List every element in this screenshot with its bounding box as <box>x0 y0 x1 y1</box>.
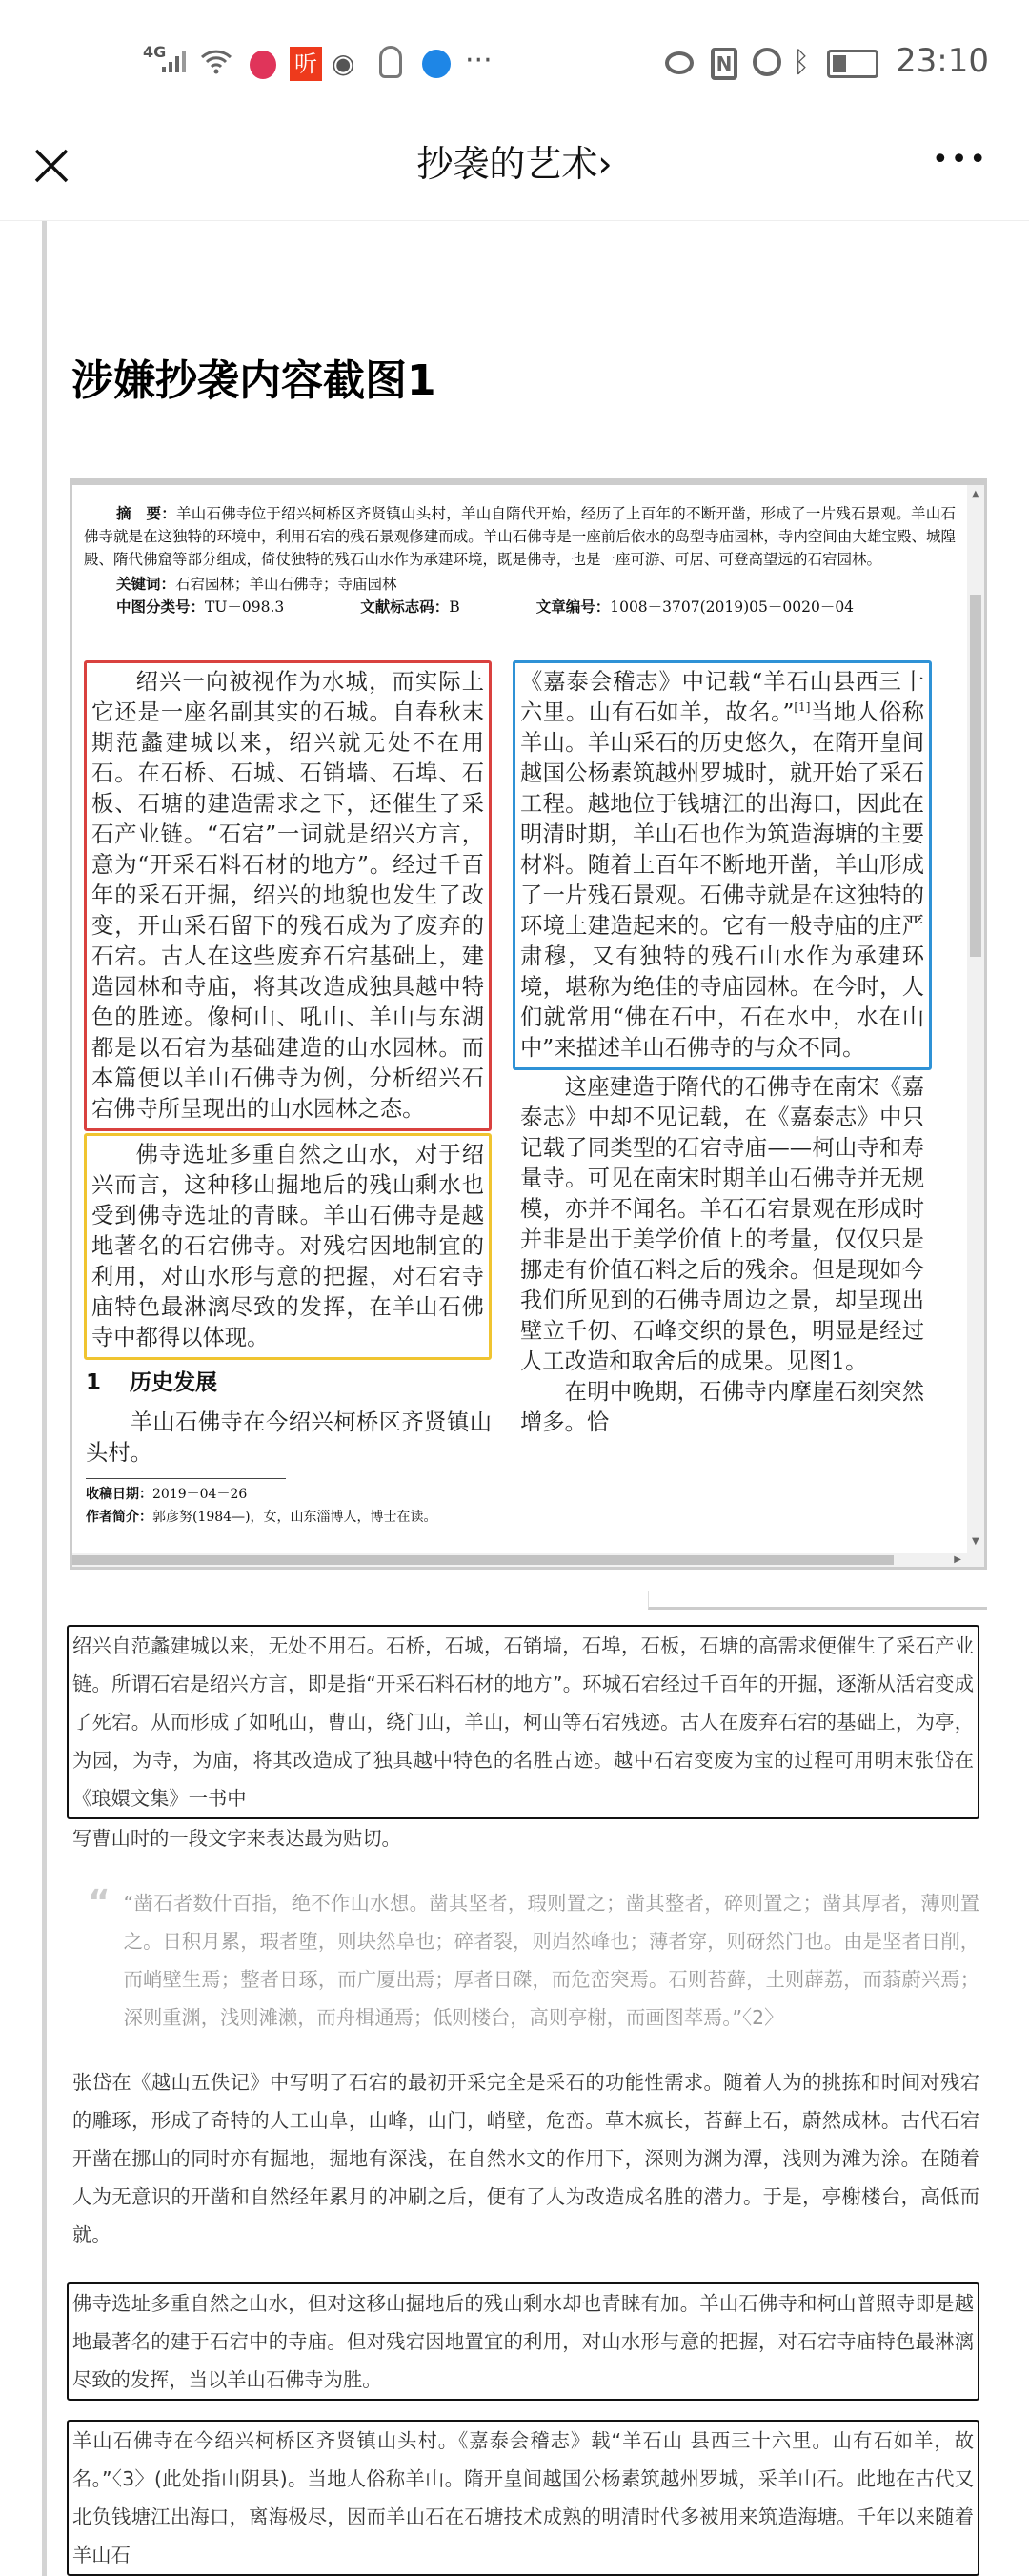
abstract-label: 摘 要： <box>116 504 177 522</box>
web-red-paragraph: 绍兴自范蠡建城以来，无处不用石。石桥，石城，石销墙，石埠，石板，石塘的高需求便催生了采石产业链。所谓石宕是绍兴方言，即是指“开采石料石材的地方”。环城石宕经过千百年的开掘，逐渐从活宕变成了死宕。从而形成了如吼山，曹山，绕门山，羊山，柯山等石宕残迹。古人在废弃石宕的基础上，为亭，为园，为寺，为庙，将其改造成了独具越中特色的名胜古迹。越中石宕变废为宝的过程可用明末张岱在《琅嬛文集》一书中 <box>72 1634 974 1810</box>
section-title: 历史发展 <box>130 1370 218 1395</box>
nfc-icon: N <box>711 48 737 80</box>
section-number: 1 <box>86 1370 102 1395</box>
article-body <box>0 221 1029 2576</box>
left-column <box>84 660 492 1529</box>
screenshot-2-edge <box>648 1591 987 1610</box>
clc-value: TU－098.3 <box>205 598 285 616</box>
right-paragraph-2: 这座建造于隋代的石佛寺在南宋《嘉泰志》中却不见记载，在《嘉泰志》中只记载了同类型的石宕寺庙——柯山寺和寿量寺。可见在南宋时期羊山石佛寺并无规模，亦并不闻名。羊石石宕景观在形成时并非是出于美学价值上的考量，仅仅只是挪走有价值石料之后的残余。但是现如今我们所见到的石佛寺周边之景，却呈现出壁立千仞、石峰交织的景色，明显是经过人工改造和取舍后的成果。见图1。 <box>520 1074 924 1374</box>
author-value: 郭彦努(1984—)，女，山东淄博人，博士在读。 <box>152 1510 437 1525</box>
red-after-text: 写曹山时的一段文字来表达最为贴切。 <box>72 1827 401 1850</box>
plagiarism-screenshot-2 <box>67 1625 979 2576</box>
plagiarism-screenshot-1 <box>70 478 987 1570</box>
clc-label: 中图分类号： <box>116 598 206 616</box>
keywords-label: 关键词： <box>116 575 176 593</box>
signal-icon <box>160 50 189 74</box>
bluetooth-icon: ᛒ <box>793 46 810 79</box>
classification <box>84 596 956 619</box>
scroll-thumb[interactable] <box>970 595 981 957</box>
doc-value: B <box>449 598 460 616</box>
scroll-up-icon[interactable]: ▲ <box>972 489 979 499</box>
article-no-value: 1008－3707(2019)05－0020－04 <box>610 598 855 616</box>
right-blue-paragraph <box>520 667 924 1064</box>
zhang-dai-quote: “凿石者数什百指，绝不作山水想。凿其坚者，瑕则置之；凿其整者，碎则置之；凿其厚者，薄则置之。日积月累，瑕者堕，则块然阜也；碎者裂，则岿然峰也；薄者穿，则砑然门也。由是坚者日削，而峭壁生焉；整者日琢，而广厦出焉；厚者日磔，而危峦突焉。石则苔藓，土则薜荔，而蓊蔚兴焉；深则重渊，浅则滩濑，而舟楫通焉；低则楼台，高则亭榭，而画图萃焉。”〈2〉 <box>123 1892 979 2029</box>
battery-icon <box>827 50 878 78</box>
right-column <box>513 660 932 1438</box>
author-info <box>84 1506 492 1529</box>
blue-text-a: 《嘉泰会稽志》中记载“羊石山县西三十六里。山有石如羊，故名。” <box>520 669 924 725</box>
footnote-divider <box>86 1478 286 1479</box>
left-yellow-paragraph: 佛寺选址多重自然之山水，对于绍兴而言，这种移山掘地后的残山剩水也受到佛寺选址的青睐。羊山石佛寺是越地著名的石宕佛寺。对残宕因地制宜的利用，对山水形与意的把握，对石宕寺庙特色最淋漓尽致的发挥，在羊山石佛寺中都得以体现。 <box>91 1142 484 1350</box>
quote-mark-icon: “ <box>88 1883 111 1922</box>
citation-ref: [1] <box>794 700 811 715</box>
status-bar <box>0 0 1029 95</box>
app-header <box>0 95 1029 221</box>
wifi-icon <box>200 48 232 74</box>
doc-label: 文献标志码： <box>360 598 450 616</box>
left-red-paragraph: 绍兴一向被视作为水城，而实际上它还是一座名副其实的石城。自春秋末期范蠡建城以来，绍兴就无处不在用石。在石桥、石城、石销墙、石埠、石板、石塘的建造需求之下，还催生了采石产业链。“石宕”一词就是绍兴方言，意为“开采石料石材的地方”。经过千百年的采石开掘，绍兴的地貌也发生了改变，开山采石留下的残石成为了废弃的石宕。古人在这些废弃石宕基础上，建造园林和寺庙，将其改造成独具越中特色的胜迹。像柯山、吼山、羊山与东湖都是以石宕为基础建造的山水园林。而本篇便以羊山石佛寺为例，分析绍兴石宕佛寺所呈现出的山水园林之态。 <box>91 669 484 1122</box>
blue-highlight-box-2 <box>67 2420 979 2576</box>
keywords <box>84 573 956 596</box>
keywords-text: 石宕园林；羊山石佛寺；寺庙园林 <box>175 576 397 593</box>
received-value: 2019－04－26 <box>152 1487 248 1502</box>
right-paragraph-3: 在明中晚期，石佛寺内摩崖石刻突然增多。恰 <box>520 1379 924 1435</box>
blue-text-b: 当地人俗称羊山。羊山采石的历史悠久，在隋开皇间越国公杨素筑越州罗城时，就开始了采石工程。越地位于钱塘江的出海口，因此在明清时期，羊山石也作为筑造海塘的主要材料。随着上百年不断地开凿，羊山形成了一片残石景观。石佛寺就是在这独特的环境上建造起来的。它有一般寺庙的庄严肃穆，又有独特的残石山水作为承建环境，堪称为绝佳的寺庙园林。在今时，人们就常用“佛在石中，石在水中，水在山中”来描述羊山石佛寺的与众不同。 <box>520 700 925 1061</box>
close-icon[interactable] <box>32 147 71 185</box>
vertical-scrollbar[interactable] <box>967 485 984 1553</box>
qq-icon <box>379 46 402 78</box>
zhang-dai-quote-block <box>88 1884 979 2037</box>
abstract-text: 羊山石佛寺位于绍兴柯桥区齐贤镇山头村，羊山自隋代开始，经历了上百年的不断开凿，形成了一片残石景观。羊山石佛寺就是在这独特的环境中，利用石宕的残石景观修建而成。羊山石佛寺是一座前后依水的岛型寺庙园林，寺内空间由大雄宝殿、城隍殿、隋代佛窟等部分组成，倚仗独特的残石山水作为承建环境，既是佛寺，也是一座可游、可居、可登高望远的石宕园林。 <box>84 505 956 568</box>
hscroll-thumb[interactable] <box>72 1555 894 1565</box>
yellow-highlight-box-2 <box>67 2282 979 2401</box>
web-blue-paragraph: 羊山石佛寺在今绍兴柯桥区齐贤镇山头村。《嘉泰会稽志》载“羊石山 县西三十六里。山有石如羊，故名。”〈3〉(此处指山阴县)。当地人俗称羊山。隋开皇间越国公杨素筑越州罗城，采羊山石。此地在古代又北负钱塘江出海口，离海极尽，因而羊山石在石塘技术成熟的明清时代多被用来筑造海塘。千年以来随着羊山石 <box>72 2429 974 2566</box>
section-heading: 涉嫌抄袭内容截图1 <box>71 356 436 405</box>
clc-field <box>116 596 284 619</box>
clock: 23:10 <box>896 42 989 80</box>
weibo-icon: ◉ <box>332 48 355 79</box>
eye-icon <box>665 51 694 74</box>
article-no-label: 文章编号： <box>535 598 611 616</box>
web-paragraph: 张岱在《越山五佚记》中写明了石宕的最初开采完全是采石的功能性需求。随着人为的挑拣和时间对残宕的雕琢，形成了奇特的人工山阜，山峰，山门，峭壁，危峦。草木疯长，苔藓上石，蔚然成林。古代石宕开凿在挪山的同时亦有掘地，掘地有深浅，在自然水文的作用下，深则为渊为潭，浅则为滩为涂。在随着人为无意识的开凿和自然经年累月的冲刷之后，便有了人为改造成名胜的潜力。于是，亭榭楼台，高低而就。 <box>72 2071 979 2246</box>
two-column-body <box>84 660 956 1529</box>
web-yellow-paragraph: 佛寺选址多重自然之山水，但对这移山掘地后的残山剩水却也青睐有加。羊山石佛寺和柯山普照寺即是越地最著名的建于石宕中的寺庙。但对残宕因地置宜的利用，对山水形与意的把握，对石宕寺庙特色最淋漓尽致的发挥，当以羊山石佛寺为胜。 <box>72 2292 974 2391</box>
author-label: 作者简介： <box>86 1510 152 1525</box>
received-label: 收稿日期： <box>86 1487 152 1502</box>
more-menu-button[interactable]: ••• <box>932 143 989 176</box>
red-highlight-box <box>84 660 492 1131</box>
app-ting-icon: 听 <box>290 47 322 81</box>
blue-highlight-box <box>513 660 932 1070</box>
page-title[interactable] <box>152 141 877 187</box>
horizontal-scrollbar[interactable] <box>72 1553 984 1567</box>
history-heading <box>84 1368 492 1398</box>
chevron-right-icon: › <box>597 143 613 185</box>
scroll-down-icon[interactable]: ▼ <box>972 1536 979 1547</box>
left-tail-paragraph: 羊山石佛寺在今绍兴柯桥区齐贤镇山头村。 <box>86 1410 492 1466</box>
alarm-icon <box>753 48 781 76</box>
browser-icon <box>422 50 451 78</box>
title-text: 抄袭的艺术 <box>416 143 598 185</box>
app-gem-icon <box>250 51 276 79</box>
received-date <box>84 1483 492 1506</box>
network-type: 4G <box>143 43 167 61</box>
scroll-right-icon[interactable]: ▶ <box>954 1554 961 1565</box>
doc-field <box>360 596 459 619</box>
yellow-highlight-box <box>84 1133 492 1360</box>
more-notifications-icon: ··· <box>465 44 493 77</box>
article-no-field <box>536 596 854 619</box>
red-highlight-box-2 <box>67 1625 979 1819</box>
abstract <box>84 502 956 571</box>
